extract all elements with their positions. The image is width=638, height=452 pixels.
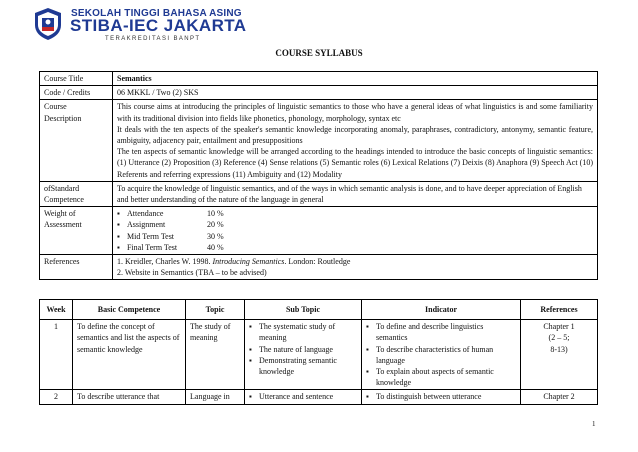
list-item: [117, 208, 593, 219]
reference-item: [117, 256, 593, 267]
weight-value: [113, 207, 598, 255]
table-row: [40, 320, 598, 390]
subtopic-list: [249, 321, 357, 377]
reference-cell: Chapter 2: [521, 390, 598, 404]
school-name-top: SEKOLAH TINGGI BAHASA ASING: [71, 8, 242, 19]
description-paragraph: The ten aspects of semantic knowledge will be arranged according to the headings intended to introduce the basic concepts of linguistic semantics: (1) Utterance (2) Proposition (3) Reference (4) Sense relations (5) Semantic roles (6) Lexical Relations (7) Deixis (8) Anaphora (9) Speech Act (10) Referents and referring expressions (11) Ambiguity and (12) Modality: [117, 147, 593, 179]
description-value: [113, 100, 598, 181]
reference-pages: 8-13): [550, 344, 568, 354]
code-label: Code / Credits: [40, 86, 113, 100]
list-item: [117, 231, 593, 242]
page-number: 1: [592, 420, 596, 428]
table-row: [40, 255, 598, 280]
weight-percent: 10 %: [207, 209, 224, 219]
description-label-line2: Description: [44, 113, 82, 123]
list-item: [117, 219, 593, 230]
weight-percent: 30 %: [207, 231, 224, 241]
topic-cell: Language in: [186, 390, 245, 404]
topic-cell: The study of meaning: [186, 320, 245, 390]
weight-name: ▪ Mid Term Test: [127, 231, 175, 241]
references-label: References: [40, 255, 113, 280]
page-title: COURSE SYLLABUS: [275, 48, 363, 58]
reference-text: . London: Routledge: [284, 257, 351, 267]
weight-label-line2: Assessment: [44, 220, 82, 230]
list-item: ▪ Demonstrating semantic knowledge: [249, 355, 357, 377]
column-header: Basic Competence: [73, 300, 186, 320]
table-row: [40, 100, 598, 181]
list-item: ▪ To explain about aspects of semantic knowledge: [366, 366, 516, 388]
reference-cell: [521, 320, 598, 390]
standard-value: To acquire the knowledge of linguistic semantics, and of the ways in which semantic analysis is done, and to have deeper appreciation of English and better understanding of the nature of the language in general: [113, 181, 598, 206]
reference-text: 1. Kreidler, Charles W. 1998.: [117, 257, 213, 267]
list-item: ▪ To distinguish between utterance: [366, 391, 516, 402]
competence-cell: To describe utterance that: [73, 390, 186, 404]
standard-label: [40, 181, 113, 206]
column-header: Sub Topic: [245, 300, 362, 320]
table-row: [40, 207, 598, 255]
weight-percent: 40 %: [207, 242, 224, 252]
competence-cell: To define the concept of semantics and list the aspects of semantic knowledge: [73, 320, 186, 390]
description-paragraph: It deals with the ten aspects of the speaker's semantic knowledge incorporating anomaly, paraphrases, contradictory, antonymy, semantic feature, ambiguity, adjacency pair, entailment and presuppositions: [117, 124, 593, 146]
subtopic-cell: [245, 390, 362, 404]
list-item: ▪ To describe characteristics of human language: [366, 344, 516, 366]
week-cell: 1: [40, 320, 73, 390]
list-item: ▪ The nature of language: [249, 344, 357, 355]
description-paragraph: This course aims at introducing the principles of linguistic semantics to those who have a general ideas of what linguistics is and some familiarity with its traditional division into fields like phonetics, phonology, morphology, syntax etc: [117, 102, 593, 123]
list-item: ▪ Utterance and sentence: [249, 391, 357, 402]
course-title-value: Semantics: [113, 72, 598, 86]
table-row: [40, 390, 598, 404]
weight-name: ▪ Assignment: [127, 220, 166, 230]
column-header: References: [521, 300, 598, 320]
school-name-main: STIBA-IEC JAKARTA: [70, 16, 247, 35]
weight-label: [40, 207, 113, 255]
accreditation-text: TERAKREDITASI BANPT: [105, 36, 201, 42]
description-label-line1: Course: [44, 102, 67, 112]
institution-header: [33, 5, 333, 45]
indicator-list: [366, 321, 516, 388]
list-item: [117, 242, 593, 253]
reference-chapter: Chapter 1: [543, 322, 575, 332]
subtopic-cell: [245, 320, 362, 390]
standard-label-line2: Competence: [44, 195, 84, 205]
column-header: Indicator: [362, 300, 521, 320]
weight-name: ▪ Attendance: [127, 209, 164, 219]
indicator-cell: [362, 320, 521, 390]
list-item: ▪ The systematic study of meaning: [249, 321, 357, 343]
indicator-cell: [362, 390, 521, 404]
subtopic-list: [249, 391, 357, 402]
course-title-label: Course Title: [40, 72, 113, 86]
column-header: Week: [40, 300, 73, 320]
list-item: ▪ To define and describe linguistics semantics: [366, 321, 516, 343]
column-header: Topic: [186, 300, 245, 320]
table-row: [40, 86, 598, 100]
weight-name: ▪ Final Term Test: [127, 242, 178, 252]
indicator-list: [366, 391, 516, 402]
reference-item: 2. Website in Semantics (TBA – to be advised): [117, 268, 267, 278]
description-label: [40, 100, 113, 181]
weight-list: [117, 208, 593, 253]
weight-label-line1: Weight of: [44, 209, 76, 219]
standard-label-line1: ofStandard: [44, 183, 80, 193]
reference-pages: (2 – 5;: [548, 333, 570, 343]
code-value: 06 MKKL / Two (2) SKS: [113, 86, 598, 100]
table-row: [40, 181, 598, 206]
table-header-row: [40, 300, 598, 320]
references-value: [113, 255, 598, 280]
weekly-plan-table: [39, 299, 598, 405]
institution-logo-icon: [33, 7, 63, 41]
week-cell: 2: [40, 390, 73, 404]
table-row: [40, 72, 598, 86]
weight-percent: 20 %: [207, 220, 224, 230]
reference-book-title: Introducing Semantics: [212, 257, 285, 267]
syllabus-table: [39, 71, 598, 280]
